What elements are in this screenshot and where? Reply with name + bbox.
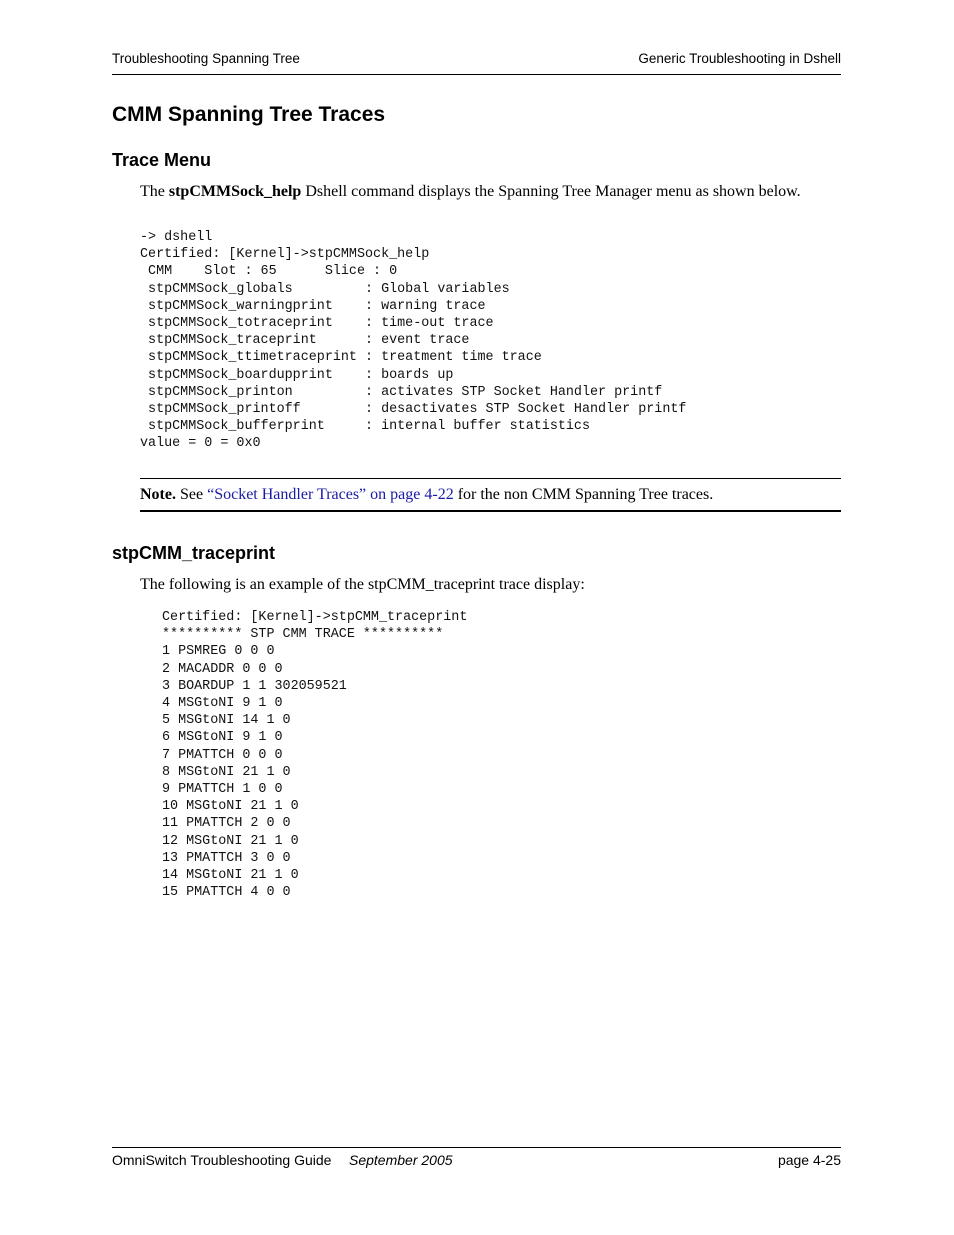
trace-menu-heading: Trace Menu <box>112 150 212 170</box>
page-footer <box>112 1147 841 1168</box>
socket-handler-traces-link[interactable]: “Socket Handler Traces” on page 4-22 <box>207 486 454 503</box>
intro-text-before: The <box>140 183 169 200</box>
section-title: CMM Spanning Tree Traces <box>112 103 386 126</box>
header-chapter: Troubleshooting Spanning Tree <box>112 51 300 66</box>
footer-guide-title: OmniSwitch Troubleshooting Guide <box>112 1152 332 1168</box>
note-text-before: See <box>175 486 208 503</box>
note-box <box>140 478 841 512</box>
intro-text-after: Dshell command displays the Spanning Tree Manager menu as shown below. <box>301 183 801 200</box>
trace-menu-intro <box>140 183 801 201</box>
trace-menu-code-block: -> dshell Certified: [Kernel]->stpCMMSock_help CMM Slot : 65 Slice : 0 stpCMMSock_globals : Global variables stpCMMSock_warningprint : warning trace stpCMMSock_totraceprint : time-out trace stpCMMSock_traceprint : event trace stpCMMSock_ttimetraceprint : treatment time trace stpCMMSock_boardupprint : boards up stpCMMSock_printon : activates STP Socket Handler printf stpCMMSock_printoff : desactivates STP Socket Handler printf stpCMMSock_bufferprint : internal buffer statistics value = 0 = 0x0 <box>140 230 687 452</box>
traceprint-intro: The following is an example of the stpCMM_traceprint trace display: <box>140 576 585 593</box>
footer-date: September 2005 <box>349 1152 453 1168</box>
footer-page-number: page 4-25 <box>777 1152 841 1168</box>
traceprint-code-block: Certified: [Kernel]->stpCMM_traceprint ********** STP CMM TRACE ********** 1 PSMREG 0 0 0 2 MACADDR 0 0 0 3 BOARDUP 1 1 302059521 4 MSGtoNI 9 1 0 5 MSGtoNI 14 1 0 6 MSGtoNI 9 1 0 7 PMATTCH 0 0 0 8 MSGtoNI 21 1 0 9 PMATTCH 1 0 0 10 MSGtoNI 21 1 0 11 PMATTCH 2 0 0 12 MSGtoNI 21 1 0 13 PMATTCH 3 0 0 14 MSGtoNI 21 1 0 15 PMATTCH 4 0 0 <box>162 610 468 901</box>
header-section: Generic Troubleshooting in Dshell <box>638 51 841 66</box>
note-text-after: for the non CMM Spanning Tree traces. <box>453 486 714 503</box>
command-name: stpCMMSock_help <box>168 183 302 200</box>
page-header <box>112 51 841 75</box>
traceprint-heading: stpCMM_traceprint <box>112 543 276 563</box>
note-label: Note. <box>140 486 176 503</box>
